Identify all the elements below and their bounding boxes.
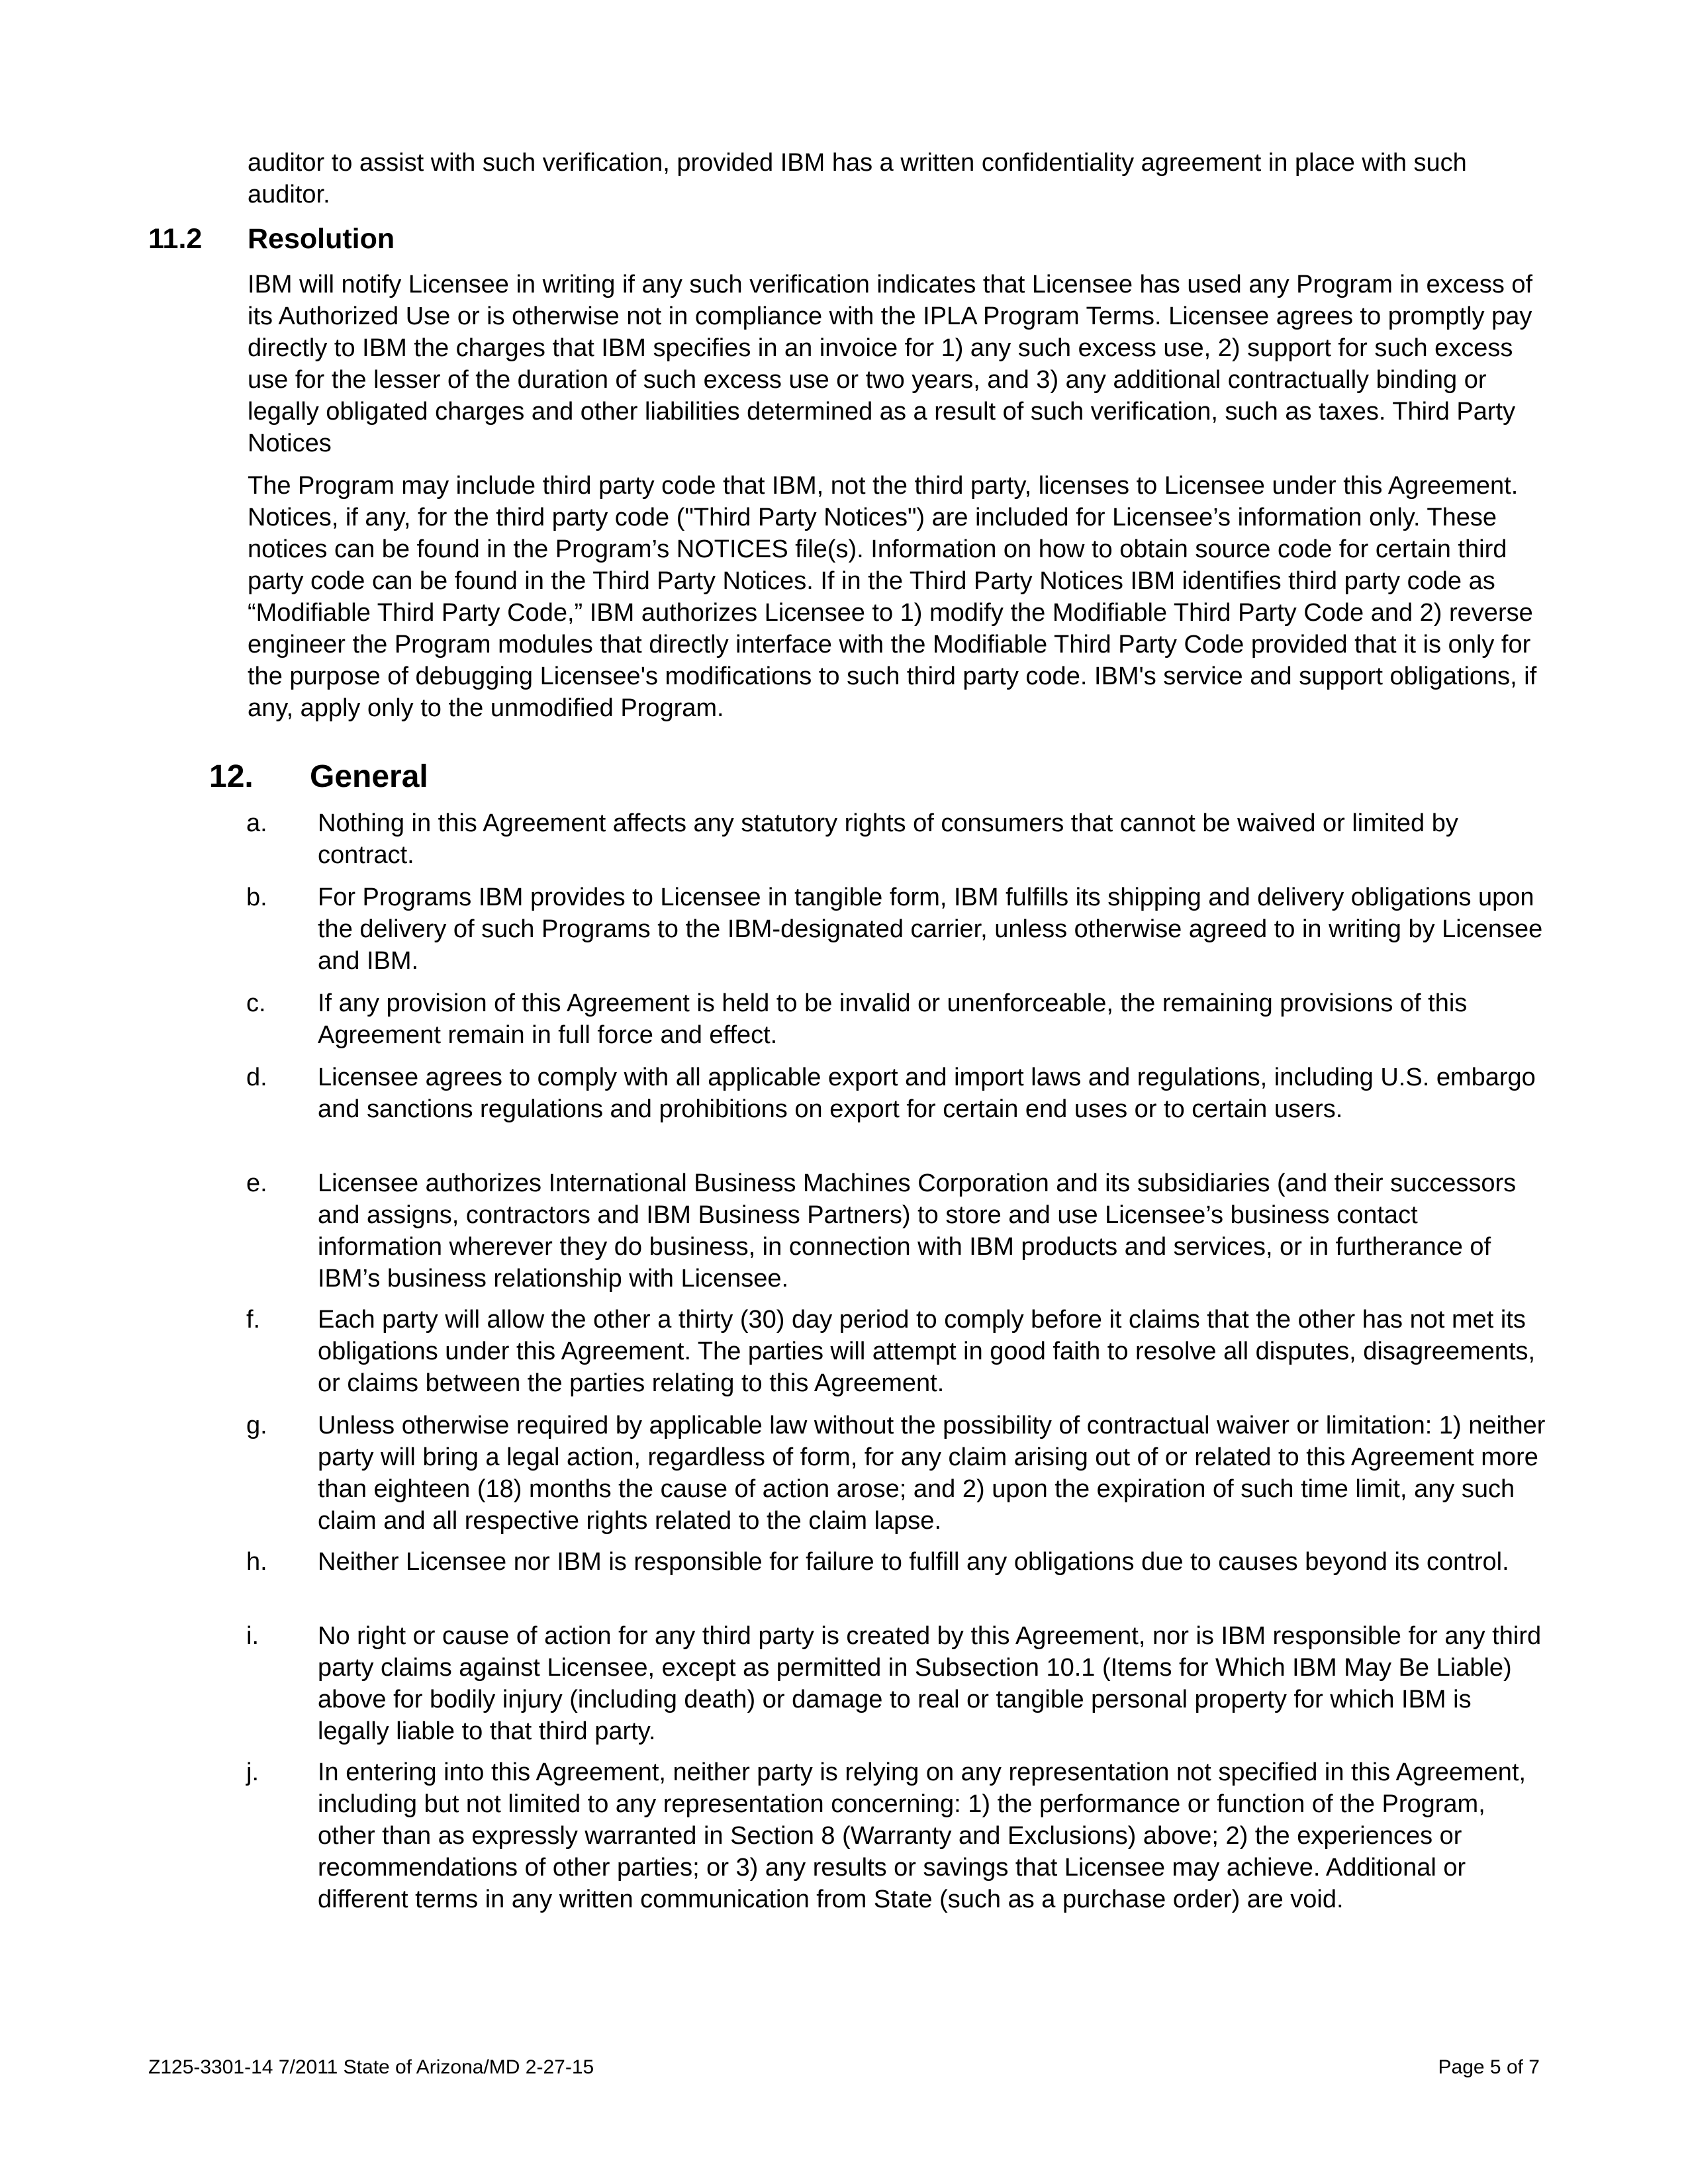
section-12-title: General (310, 759, 428, 794)
list-item-text: Licensee agrees to comply with all applicable export and import laws and regulations, including U.S. embargo and sanctions regulations and prohibitions on export for certain end uses or to certain users. (318, 1064, 1536, 1123)
list-item-text: In entering into this Agreement, neither party is relying on any representation not specified in this Agreement, including but not limited to any representation concerning: 1) the performance or function of the Program, other than as expressly warranted in Section 8 (Warranty and Exclusions) above; 2) the experiences or recommendations of other parties; or 3) any results or savings that Licensee may achieve. Additional or different terms in any written communication from State (such as a purchase order) are void. (318, 1758, 1526, 1913)
list-item-letter: e. (246, 1169, 267, 1197)
section-11-2-paragraph-1: IBM will notify Licensee in writing if any such verification indicates that Licensee has used any Program in excess of its Authorized Use or is otherwise not in compliance with the IPLA Program Terms. Licensee agrees to promptly pay directly to IBM the charges that IBM specifies in an invoice for 1) any such excess use, 2) support for such excess use for the lesser of the duration of such excess use or two years, and 3) any additional contractually binding or legally obligated charges and other liabilities determined as a result of such verification, such as taxes. Third Party Notices (248, 271, 1533, 457)
list-item-text: Licensee authorizes International Business Machines Corporation and its subsidiaries (and their successors and assigns, contractors and IBM Business Partners) to store and use Licensee’s business contact information wherever they do business, in connection with IBM products and services, or in furtherance of IBM’s business relationship with Licensee. (318, 1169, 1517, 1293)
list-item-letter: h. (246, 1548, 267, 1576)
list-item-letter: i. (246, 1622, 259, 1650)
list-item-letter: j. (246, 1758, 259, 1786)
list-item-letter: c. (246, 989, 266, 1017)
list-item-text: No right or cause of action for any third party is created by this Agreement, nor is IBM responsible for any third party claims against Licensee, except as permitted in Subsection 10.1 (Items for Which IBM May Be Liable) above for bodily injury (including death) or damage to real or tangible personal property for which IBM is legally liable to that third party. (318, 1622, 1542, 1745)
list-item-letter: f. (246, 1306, 261, 1334)
list-item-letter: d. (246, 1064, 267, 1091)
footer-page-number: Page 5 of 7 (1438, 2056, 1540, 2078)
footer-document-id: Z125-3301-14 7/2011 State of Arizona/MD 2-27-15 (148, 2056, 594, 2078)
list-item-text: For Programs IBM provides to Licensee in tangible form, IBM fulfills its shipping and delivery obligations upon the delivery of such Programs to the IBM-designated carrier, unless otherwise agreed to in writing by Licensee and IBM. (318, 884, 1543, 975)
list-item-letter: g. (246, 1412, 267, 1439)
section-11-2-title: Resolution (248, 223, 395, 255)
section-12-number: 12. (209, 759, 254, 794)
list-item-letter: a. (246, 809, 267, 837)
section-11-2-paragraph-2: The Program may include third party code that IBM, not the third party, licenses to Licensee under this Agreement. Notices, if any, for the third party code ("Third Party Notices") are included for Licensee’s information only. These notices can be found in the Program’s NOTICES file(s). Information on how to obtain source code for certain third party code can be found in the Third Party Notices. If in the Third Party Notices IBM identifies third party code as “Modifiable Third Party Code,” IBM authorizes Licensee to 1) modify the Modifiable Third Party Code and 2) reverse engineer the Program modules that directly interface with the Modifiable Third Party Code provided that it is only for the purpose of debugging Licensee's modifications to such third party code. IBM's service and support obligations, if any, apply only to the unmodified Program. (248, 472, 1537, 722)
list-item-letter: b. (246, 884, 267, 911)
list-item-text: Neither Licensee nor IBM is responsible for failure to fulfill any obligations due to causes beyond its control. (318, 1548, 1509, 1576)
list-item-text: If any provision of this Agreement is held to be invalid or unenforceable, the remaining provisions of this Agreement remain in full force and effect. (318, 989, 1468, 1049)
list-item-text: Each party will allow the other a thirty (30) day period to comply before it claims that the other has not met its obligations under this Agreement. The parties will attempt in good faith to resolve all disputes, disagreements, or claims between the parties relating to this Agreement. (318, 1306, 1536, 1397)
intro-paragraph: auditor to assist with such verification, provided IBM has a written confidentiality agreement in place with such auditor. (248, 149, 1467, 208)
list-item-text: Unless otherwise required by applicable law without the possibility of contractual waiver or limitation: 1) neither party will bring a legal action, regardless of form, for any claim arising out of or related to this Agreement more than eighteen (18) months the cause of action arose; and 2) upon the expiration of such time limit, any such claim and all respective rights related to the claim lapse. (318, 1412, 1546, 1535)
list-item-text: Nothing in this Agreement affects any statutory rights of consumers that cannot be waived or limited by contract. (318, 809, 1458, 869)
section-11-2-number: 11.2 (148, 223, 203, 255)
